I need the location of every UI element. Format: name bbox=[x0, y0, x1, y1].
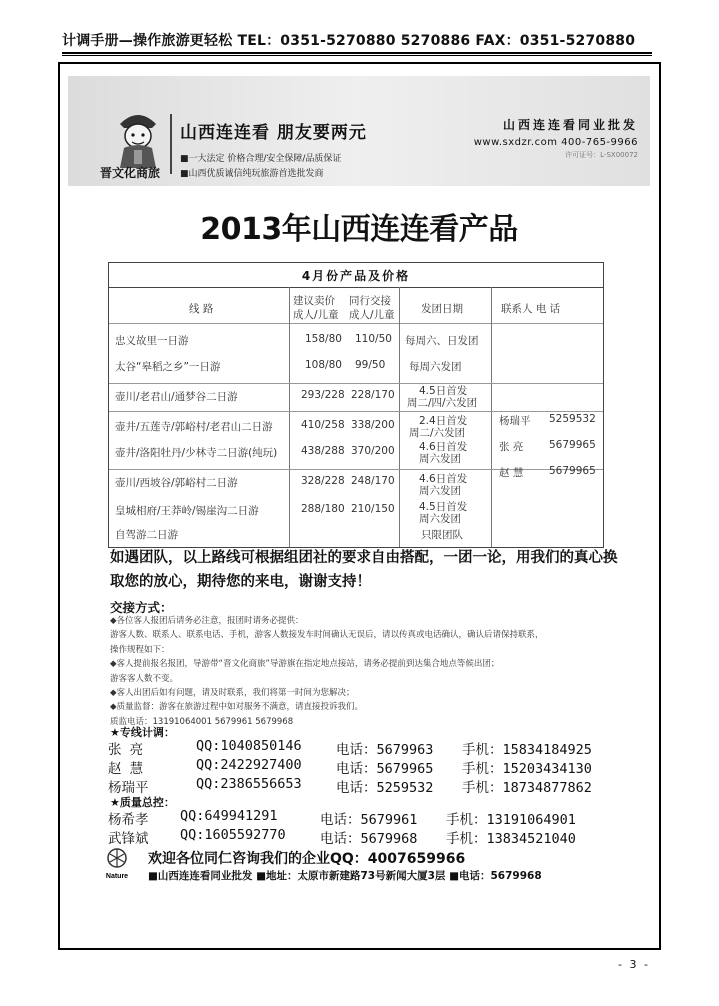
peer-cell: 228/170 bbox=[351, 389, 395, 401]
contact-phone: 5679965 bbox=[549, 439, 596, 451]
date-cell: 周二/四/六发团 bbox=[407, 397, 478, 409]
retail-cell: 438/288 bbox=[301, 445, 345, 457]
planner-tel: 电话：5259532 bbox=[336, 780, 434, 796]
logo-name: 晋文化商旅 bbox=[100, 166, 161, 180]
planner-name: 赵 慧 bbox=[108, 761, 144, 777]
col-divider bbox=[491, 287, 492, 547]
route-cell: 太谷“皋稻之乡”一日游 bbox=[115, 361, 221, 373]
brand-license: 许可证号：L-SX00072 bbox=[565, 151, 638, 159]
peer-cell: 338/200 bbox=[351, 419, 395, 431]
date-cell: 周六发团 bbox=[419, 453, 461, 465]
row-divider bbox=[109, 383, 603, 384]
row-divider bbox=[109, 469, 603, 470]
note-line: ◆客人提前报名报团，导游带“晋文化商旅”导游旗在指定地点接站，请务必提前到达集合地点等候出团； bbox=[110, 659, 500, 670]
brand-web: www.sxdzr.com 400-765-9966 bbox=[473, 137, 638, 148]
retail-cell: 288/180 bbox=[301, 503, 345, 515]
quality-name: 武锋斌 bbox=[108, 831, 149, 847]
route-cell: 壶川/西坡谷/郭峪村二日游 bbox=[115, 477, 238, 489]
col-peer-header-sub: 成人/儿童 bbox=[349, 309, 395, 321]
note-line: 质监电话：13191064001 5679961 5679968 bbox=[110, 716, 294, 727]
col-peer-header: 同行交接 bbox=[349, 295, 391, 307]
route-cell: 壶井/五莲寺/郭峪村/老君山二日游 bbox=[115, 421, 273, 433]
date-cell: 4.6日首发 bbox=[419, 473, 468, 485]
welcome-text: 欢迎各位同仁咨询我们的企业QQ：4007659966 bbox=[148, 851, 466, 867]
route-cell: 皇城相府/王莽岭/锡崖沟二日游 bbox=[115, 505, 259, 517]
brand-block bbox=[474, 116, 638, 160]
planner-mobile: 手机：15203434130 bbox=[462, 761, 592, 777]
quality-qq: QQ:649941291 bbox=[180, 808, 278, 824]
quality-mobile: 手机：13191064901 bbox=[446, 812, 576, 828]
planner-name: 杨瑞平 bbox=[108, 780, 149, 796]
date-cell: 每周六、日发团 bbox=[405, 335, 479, 347]
header-banner bbox=[68, 76, 650, 186]
col-divider bbox=[289, 287, 290, 547]
quality-tel: 电话：5679968 bbox=[320, 831, 418, 847]
footer-address: ■山西连连看同业批发 ■地址：太原市新建路73号新闻大厦3层 ■电话：5679968 bbox=[148, 870, 542, 882]
planner-mobile: 手机：15834184925 bbox=[462, 742, 592, 758]
peer-cell: 370/200 bbox=[351, 445, 395, 457]
header-bullet: ■一大法定 价格合理/安全保障/品质保证 bbox=[180, 154, 342, 164]
retail-cell: 158/80 bbox=[305, 333, 342, 345]
peer-cell: 110/50 bbox=[355, 333, 392, 345]
date-cell: 周六发团 bbox=[419, 513, 461, 525]
note-line: 操作规程如下： bbox=[110, 644, 170, 655]
planner-name: 张 亮 bbox=[108, 742, 144, 758]
date-cell: 2.4日首发 bbox=[419, 415, 468, 427]
route-cell: 忠义故里一日游 bbox=[115, 335, 189, 347]
note-line: 游客客人数不变。 bbox=[110, 673, 179, 684]
top-divider bbox=[62, 52, 652, 54]
contact-phone: 5679965 bbox=[549, 465, 596, 477]
col-retail-header: 建议卖价 bbox=[293, 295, 335, 307]
planner-tel: 电话：5679965 bbox=[336, 761, 434, 777]
notice-text: 如遇团队，以上路线可根据组团社的要求自由搭配，一团一论，用我们的真心换取您的放心，期待您的来电，谢谢支持！ bbox=[110, 550, 618, 590]
note-line: ◆各位客人报团后请务必注意，报团时请务必提供： bbox=[110, 616, 304, 626]
nature-logo-text: Nature bbox=[105, 873, 129, 880]
planner-tel: 电话：5679963 bbox=[336, 742, 434, 758]
retail-cell: 108/80 bbox=[305, 359, 342, 371]
contact-phone: 5259532 bbox=[549, 413, 596, 425]
brand-name: 山西连连看同业批发 bbox=[502, 118, 638, 132]
table-heading: 4月份产品及价格 bbox=[109, 263, 603, 288]
contact-name: 杨瑞平 bbox=[499, 415, 531, 427]
date-cell: 只限团队 bbox=[421, 529, 463, 541]
note-line: 游客人数、联系人、联系电话、手机，游客人数接发车时间确认无误后，请以传真或电话确认，确认后请保持联系， bbox=[110, 630, 544, 641]
peer-cell: 99/50 bbox=[355, 359, 386, 371]
mascot-logo-icon bbox=[108, 102, 168, 172]
col-route-header: 线 路 bbox=[189, 303, 214, 315]
handover-title: 交接方式： bbox=[110, 600, 173, 615]
quality-tel: 电话：5679961 bbox=[320, 812, 418, 828]
top-bar bbox=[62, 30, 652, 54]
peer-cell: 210/150 bbox=[351, 503, 395, 515]
page-number: - 3 - bbox=[618, 958, 650, 971]
slogan: 山西连连看 朋友要两元 bbox=[180, 123, 367, 143]
route-cell: 自驾游二日游 bbox=[115, 529, 178, 541]
planner-qq: QQ:2422927400 bbox=[196, 757, 302, 773]
col-divider bbox=[399, 287, 400, 547]
col-date-header: 发团日期 bbox=[421, 303, 463, 315]
top-bar-text: 计调手册—操作旅游更轻松 TEL：0351-5270880 5270886 FAX：0351-5270880 bbox=[62, 33, 636, 49]
page-title: 2013年山西连连看产品 bbox=[200, 212, 518, 247]
peer-cell: 248/170 bbox=[351, 475, 395, 487]
row-divider bbox=[109, 411, 603, 412]
contact-name: 赵 慧 bbox=[499, 467, 524, 479]
col-contact-header: 联系人 电 话 bbox=[501, 303, 561, 315]
header-separator bbox=[170, 114, 172, 174]
date-cell: 周二/六发团 bbox=[409, 427, 466, 439]
quality-mobile: 手机：13834521040 bbox=[446, 831, 576, 847]
handover-notes bbox=[110, 614, 630, 729]
route-cell: 壶川/老君山/通梦谷二日游 bbox=[115, 391, 238, 403]
nature-logo-icon bbox=[100, 846, 134, 882]
top-divider-thin bbox=[62, 55, 652, 56]
header-bullet: ■山西优质诚信纯玩旅游首选批发商 bbox=[180, 169, 324, 179]
route-cell: 壶井/洛阳牡丹/少林寺二日游(纯玩) bbox=[115, 447, 278, 459]
contact-name: 张 亮 bbox=[499, 441, 524, 453]
planners-title: ★专线计调： bbox=[110, 726, 175, 739]
planner-qq: QQ:1040850146 bbox=[196, 738, 302, 754]
date-cell: 4.5日首发 bbox=[419, 385, 468, 397]
note-line: ◆客人出团后如有问题，请及时联系，我们将第一时间为您解决； bbox=[110, 688, 355, 699]
date-cell: 周六发团 bbox=[419, 485, 461, 497]
retail-cell: 410/258 bbox=[301, 419, 345, 431]
retail-cell: 293/228 bbox=[301, 389, 345, 401]
price-table bbox=[108, 262, 604, 548]
planner-mobile: 手机：18734877862 bbox=[462, 780, 592, 796]
note-line: ◆质量监督：游客在旅游过程中如对服务不满意，请直接投诉我们。 bbox=[110, 702, 364, 713]
date-cell: 4.5日首发 bbox=[419, 501, 468, 513]
table-header-divider bbox=[109, 323, 603, 324]
planner-qq: QQ:2386556653 bbox=[196, 776, 302, 792]
header-bullets bbox=[180, 152, 341, 182]
date-cell: 每周六发团 bbox=[409, 361, 462, 373]
retail-cell: 328/228 bbox=[301, 475, 345, 487]
col-retail-header-sub: 成人/儿童 bbox=[293, 309, 339, 321]
quality-qq: QQ:1605592770 bbox=[180, 827, 286, 843]
page-content bbox=[68, 76, 650, 941]
date-cell: 4.6日首发 bbox=[419, 441, 468, 453]
quality-title: ★质量总控： bbox=[110, 796, 175, 809]
quality-name: 杨希孝 bbox=[108, 812, 149, 828]
